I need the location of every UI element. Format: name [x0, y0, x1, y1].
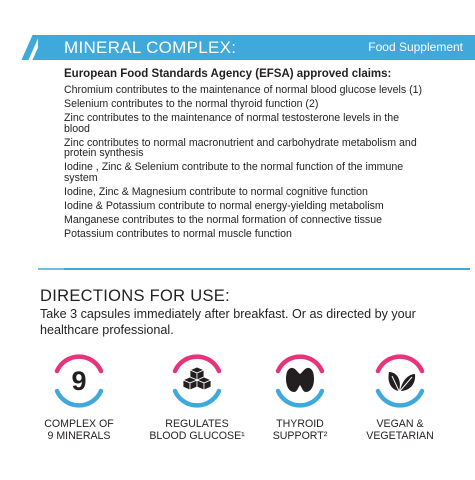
- claim-item: Iodine, Zinc & Magnesium contribute to normal cognitive function: [64, 185, 368, 198]
- badge-label-line: VEGETARIAN: [366, 430, 434, 442]
- claim-item: Chromium contributes to the maintenance of normal blood glucose levels (1): [64, 84, 423, 96]
- leaves-icon: [369, 350, 431, 412]
- badge-vegan: [345, 350, 455, 442]
- claim-item: Selenium contributes to the normal thyroid function (2): [64, 98, 319, 110]
- claim-item: Zinc contributes to the maintenance of normal testosterone levels in the blood: [64, 112, 400, 135]
- claim-item: Zinc contributes to normal macronutrient and carbohydrate metabolism and protein synthesis: [64, 136, 417, 159]
- number-nine-icon: [48, 350, 110, 412]
- badge-minerals: [24, 350, 134, 442]
- sugar-cubes-icon: [166, 350, 228, 412]
- claim-item: Manganese contributes to the normal formation of connective tissue: [64, 213, 382, 226]
- claims-list: [64, 85, 424, 243]
- section-divider: [64, 268, 470, 270]
- badge-label-line: BLOOD GLUCOSE¹: [149, 430, 245, 442]
- directions-text: Take 3 capsules immediately after breakfast. Or as directed by your healthcare professional.: [40, 307, 416, 337]
- badge-label-line: REGULATES: [165, 418, 229, 430]
- badge-label-line: THYROID: [276, 418, 324, 430]
- directions-title: DIRECTIONS FOR USE:: [40, 287, 230, 305]
- badge-label: [142, 418, 252, 442]
- badge-label-line: VEGAN &: [376, 418, 424, 430]
- badge-label: [345, 418, 455, 442]
- claim-item: Iodine , Zinc & Selenium contribute to the normal function of the immune system: [64, 161, 404, 184]
- divider-dots: [38, 268, 64, 270]
- banner-subtitle: Food Supplement: [368, 40, 463, 54]
- badge-label: [245, 418, 355, 442]
- badge-thyroid: [245, 350, 355, 442]
- banner-title: MINERAL COMPLEX:: [64, 38, 237, 57]
- badge-number: 9: [71, 366, 87, 396]
- claim-item: Potassium contributes to normal muscle function: [64, 227, 292, 240]
- badge-label-line: SUPPORT²: [272, 430, 328, 442]
- badge-label-line: COMPLEX OF: [44, 418, 114, 430]
- thyroid-icon: [269, 350, 331, 412]
- badge-label: [24, 418, 134, 442]
- claim-item: Iodine & Potassium contribute to normal energy-yielding metabolism: [64, 199, 384, 212]
- badge-blood-glucose: [142, 350, 252, 442]
- claims-heading: European Food Standards Agency (EFSA) approved claims:: [64, 68, 392, 80]
- badge-label-line: 9 MINERALS: [47, 430, 111, 442]
